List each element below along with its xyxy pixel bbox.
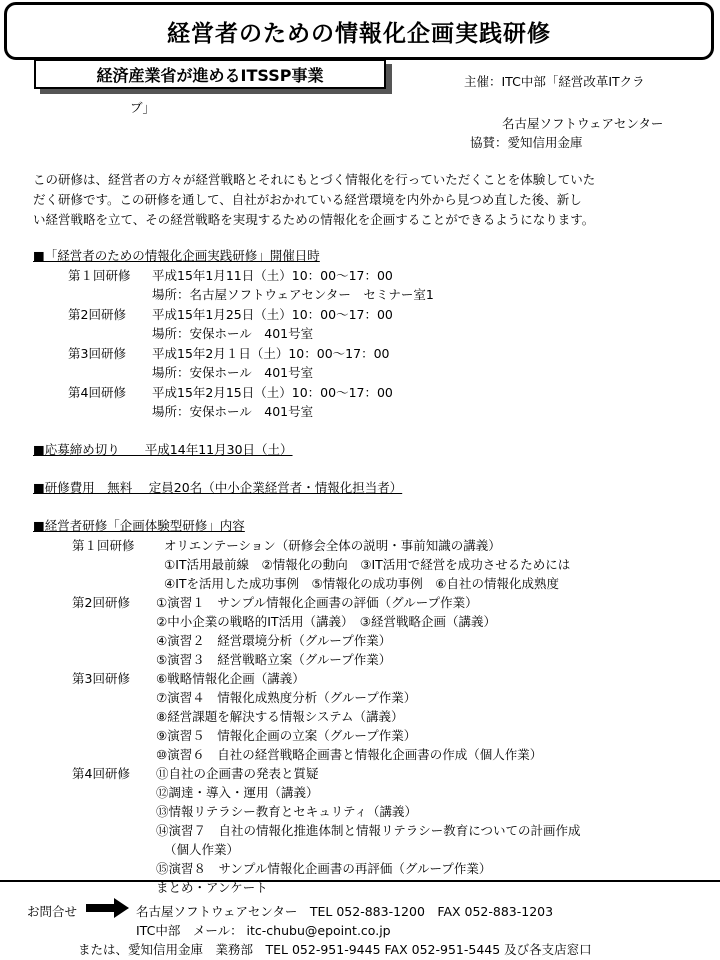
intro-line-3: い経営戦略を立て、その経営戦略を実現するための情報化を企画することができるようになります。	[33, 212, 595, 227]
contact-line-2: ITC中部 メール： itc-chubu@epoint.co.jp	[136, 923, 391, 938]
intro-line-1: この研修は、経営者の方々が経営戦略とそれにもとづく情報化を行っていただくことを体験していた	[33, 172, 596, 187]
subtitle-text: 経済産業省が進めるITSSP事業	[96, 65, 324, 85]
footer-divider	[0, 880, 720, 882]
curriculum-s1-item-0: オリエンテーション（研修会全体の説明・事前知識の講義）	[164, 538, 501, 553]
fee: ■研修費用 無料 定員20名（中小企業経営者・情報化担当者）	[33, 480, 403, 495]
schedule-session-2-date: 平成15年1月25日（土）10：00～17：00	[152, 307, 393, 322]
curriculum-s2-item-3: ⑤演習３ 経営戦略立案（グループ作業）	[156, 652, 392, 667]
curriculum-s4-item-0: ⑪自社の企画書の発表と質疑	[156, 766, 319, 781]
schedule-session-2-place: 場所：安保ホール 401号室	[152, 326, 314, 341]
contact-line-1: 名古屋ソフトウェアセンター TEL 052-883-1200 FAX 052-883-1203	[136, 904, 554, 919]
curriculum-s2-item-1: ②中小企業の戦略的IT活用（講義） ③経営戦略企画（講義）	[156, 614, 496, 629]
host-line-3: 名古屋ソフトウェアセンター	[502, 116, 664, 131]
arrow-right-icon	[86, 897, 130, 919]
curriculum-s1-label: 第１回研修	[72, 538, 135, 553]
schedule-session-3-label: 第3回研修	[68, 346, 126, 361]
schedule-session-1-label: 第１回研修	[68, 268, 131, 283]
curriculum-s4-item-5: ⑮演習８ サンプル情報化企画書の再評価（グループ作業）	[156, 861, 492, 876]
contact-line-3: または、愛知信用金庫 業務部 TEL 052-951-9445 FAX 052-951-5445 及び各支店窓口	[78, 942, 592, 957]
schedule-session-1-date: 平成15年1月11日（土）10：00～17：00	[152, 268, 393, 283]
curriculum-s1-item-1: ①IT活用最前線 ②情報化の動向 ③IT活用で経営を成功させるためには	[164, 557, 571, 572]
schedule-session-4-place: 場所：安保ホール 401号室	[152, 404, 314, 419]
curriculum-s4-item-3: ⑭演習７ 自社の情報化推進体制と情報リテラシー教育についての計画作成	[156, 823, 581, 838]
curriculum-s2-label: 第2回研修	[72, 595, 130, 610]
curriculum-s4-item-4: （個人作業）	[164, 842, 240, 857]
schedule-heading: ■「経営者のための情報化企画実践研修」開催日時	[33, 248, 320, 263]
support-line: 協賛：愛知信用金庫	[470, 135, 583, 150]
schedule-session-4-label: 第4回研修	[68, 385, 126, 400]
schedule-session-2-label: 第2回研修	[68, 307, 126, 322]
curriculum-s3-item-1: ⑦演習４ 情報化成熟度分析（グループ作業）	[156, 690, 417, 705]
intro-line-2: だく研修です。この研修を通して、自社がおかれている経営環境を内外から見つめ直した後、新し	[33, 192, 582, 207]
page-title-text: 経営者のための情報化企画実践研修	[167, 20, 551, 47]
curriculum-s3-item-3: ⑨演習５ 情報化企画の立案（グループ作業）	[156, 728, 417, 743]
curriculum-s3-item-2: ⑧経営課題を解決する情報システム（講義）	[156, 709, 404, 724]
schedule-session-1-place: 場所：名古屋ソフトウェアセンター セミナー室1	[152, 287, 434, 302]
curriculum-s4-item-6: まとめ・アンケート	[156, 880, 268, 895]
contact-label: お問合せ	[27, 904, 78, 919]
schedule-session-3-place: 場所：安保ホール 401号室	[152, 365, 314, 380]
subtitle-box	[34, 59, 386, 89]
host-line-1: 主催：ITC中部「経営改革ITクラ	[464, 74, 645, 89]
curriculum-s4-item-1: ⑫調達・導入・運用（講義）	[156, 785, 319, 800]
page-title	[4, 2, 714, 60]
curriculum-heading: ■経営者研修「企画体験型研修」内容	[33, 518, 245, 533]
curriculum-s2-item-2: ④演習２ 経営環境分析（グループ作業）	[156, 633, 392, 648]
curriculum-s2-item-0: ①演習１ サンプル情報化企画書の評価（グループ作業）	[156, 595, 478, 610]
curriculum-s3-item-4: ⑩演習６ 自社の経営戦略企画書と情報化企画書の作成（個人作業）	[156, 747, 543, 762]
schedule-session-3-date: 平成15年2月１日（土）10：00～17：00	[152, 346, 390, 361]
curriculum-s3-item-0: ⑥戦略情報化企画（講義）	[156, 671, 305, 686]
curriculum-s4-item-2: ⑬情報リテラシー教育とセキュリティ（講義）	[156, 804, 418, 819]
curriculum-s1-item-2: ④ITを活用した成功事例 ⑤情報化の成功事例 ⑥自社の情報化成熟度	[164, 576, 559, 591]
curriculum-s3-label: 第3回研修	[72, 671, 130, 686]
host-line-2: ブ」	[130, 100, 156, 115]
curriculum-s4-label: 第4回研修	[72, 766, 130, 781]
deadline: ■応募締め切り 平成14年11月30日（土）	[33, 442, 293, 457]
schedule-session-4-date: 平成15年2月15日（土）10：00～17：00	[152, 385, 393, 400]
